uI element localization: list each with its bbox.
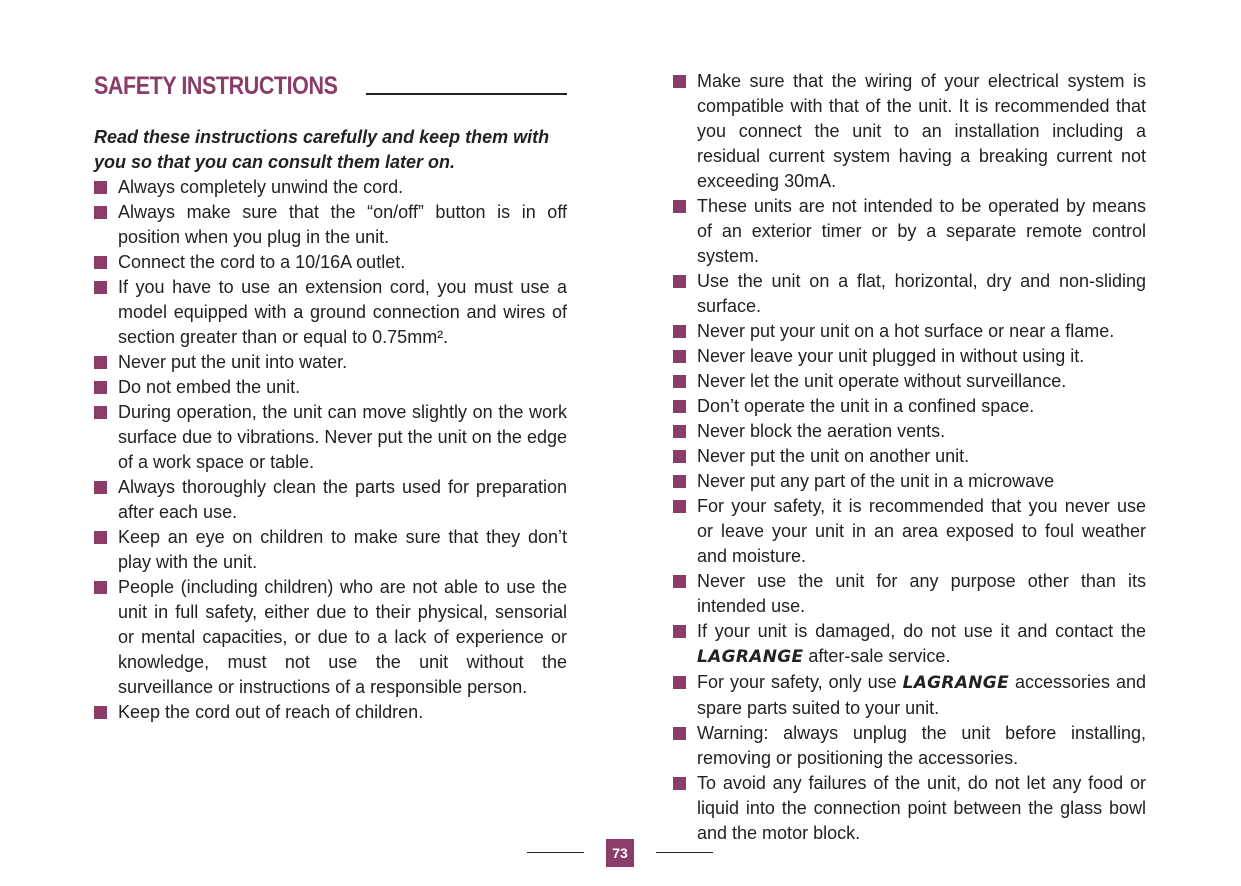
square-bullet-icon (673, 676, 686, 689)
list-item (673, 494, 1146, 569)
list-item (94, 400, 567, 475)
list-item-text: Never put your unit on a hot surface or near a flame. (697, 321, 1115, 341)
list-item (673, 369, 1146, 394)
list-item (673, 394, 1146, 419)
list-item-text: Never block the aeration vents. (697, 421, 946, 441)
list-item-text: Never use the unit for any purpose other than its intended use. (697, 571, 1146, 616)
list-item-text: Never let the unit operate without surveillance. (697, 371, 1067, 391)
accessories-text (697, 670, 1146, 721)
square-bullet-icon (94, 381, 107, 394)
list-item (673, 319, 1146, 344)
footer-rule-right (656, 852, 713, 853)
list-item (94, 525, 567, 575)
list-item (673, 721, 1146, 771)
list-item (673, 269, 1146, 319)
brand-name: LAGRANGE (902, 673, 1009, 693)
list-item-text: Do not embed the unit. (118, 377, 301, 397)
square-bullet-icon (94, 281, 107, 294)
square-bullet-icon (673, 350, 686, 363)
square-bullet-icon (94, 706, 107, 719)
list-item (94, 475, 567, 525)
right-column (673, 69, 1146, 846)
list-item (94, 175, 567, 200)
list-item (673, 670, 1146, 721)
square-bullet-icon (94, 181, 107, 194)
list-item (673, 194, 1146, 269)
list-item-text: During operation, the unit can move slightly on the work surface due to vibrations. Never put the unit on the edge of a work space or table. (118, 402, 567, 472)
page-number: 73 (606, 839, 634, 867)
square-bullet-icon (673, 275, 686, 288)
list-item (94, 250, 567, 275)
list-item-text: People (including children) who are not able to use the unit in full safety, either due to their physical, sensorial or mental capacities, or due to a lack of experience or knowledge, must not use the unit without the surveillance or instructions of a responsible person. (118, 577, 567, 697)
list-item-text: Always completely unwind the cord. (118, 177, 404, 197)
square-bullet-icon (673, 375, 686, 388)
list-item (94, 575, 567, 700)
intro-text: Read these instructions carefully and keep them with you so that you can consult them later on. (94, 127, 550, 172)
list-item (673, 419, 1146, 444)
list-item (94, 375, 567, 400)
list-item-text: Never put the unit on another unit. (697, 446, 970, 466)
square-bullet-icon (673, 575, 686, 588)
square-bullet-icon (673, 400, 686, 413)
square-bullet-icon (673, 727, 686, 740)
damaged-unit-text (697, 619, 1146, 670)
list-item (94, 275, 567, 350)
square-bullet-icon (673, 777, 686, 790)
square-bullet-icon (94, 406, 107, 419)
list-item-text: Never put any part of the unit in a microwave (697, 471, 1055, 491)
list-item-text: If you have to use an extension cord, you must use a model equipped with a ground connection and wires of section greater than or equal to 0.75mm². (118, 277, 567, 347)
square-bullet-icon (94, 531, 107, 544)
list-item-text: Warning: always unplug the unit before installing, removing or positioning the accessories. (697, 723, 1146, 768)
list-item-text: Never leave your unit plugged in without using it. (697, 346, 1085, 366)
list-item (673, 569, 1146, 619)
list-item (94, 350, 567, 375)
list-item (673, 69, 1146, 194)
square-bullet-icon (94, 206, 107, 219)
list-item (673, 771, 1146, 846)
list-item-text: To avoid any failures of the unit, do not let any food or liquid into the connection point between the glass bowl and the motor block. (697, 773, 1146, 843)
square-bullet-icon (94, 356, 107, 369)
list-item-text: Always thoroughly clean the parts used for preparation after each use. (118, 477, 567, 522)
square-bullet-icon (673, 475, 686, 488)
list-item (673, 444, 1146, 469)
square-bullet-icon (673, 450, 686, 463)
square-bullet-icon (673, 500, 686, 513)
list-item-text: Never put the unit into water. (118, 352, 348, 372)
list-item-text: Connect the cord to a 10/16A outlet. (118, 252, 406, 272)
list-item-text: For your safety, it is recommended that you never use or leave your unit in an area exposed to foul weather and moisture. (697, 496, 1146, 566)
list-item-text: These units are not intended to be operated by means of an exterior timer or by a separate remote control system. (697, 196, 1146, 266)
square-bullet-icon (673, 325, 686, 338)
title-underline (366, 93, 567, 95)
left-column (94, 125, 567, 725)
list-item-text: Make sure that the wiring of your electrical system is compatible with that of the unit. It is recommended that you connect the unit to an installation including a residual current system having a breaking current not exceeding 30mA. (697, 71, 1146, 191)
square-bullet-icon (673, 75, 686, 88)
brand-name: LAGRANGE (697, 647, 804, 667)
square-bullet-icon (673, 425, 686, 438)
list-item (673, 619, 1146, 670)
list-item-text: Keep an eye on children to make sure that they don’t play with the unit. (118, 527, 567, 572)
damaged-text-end: after-sale service. (803, 646, 951, 666)
square-bullet-icon (673, 200, 686, 213)
left-instruction-list (94, 175, 567, 725)
square-bullet-icon (94, 581, 107, 594)
list-item (673, 469, 1146, 494)
square-bullet-icon (94, 256, 107, 269)
page-title: SAFETY INSTRUCTIONS (94, 72, 338, 100)
accessories-text-end: accessories and spare parts suited to your unit. (697, 672, 1146, 718)
square-bullet-icon (94, 481, 107, 494)
accessories-text-start: For your safety, only use (697, 672, 903, 692)
list-item (94, 200, 567, 250)
list-item-text: Don’t operate the unit in a confined space. (697, 396, 1035, 416)
list-item (94, 700, 567, 725)
list-item-text: Always make sure that the “on/off” button is in off position when you plug in the unit. (118, 202, 567, 247)
footer-rule-left (527, 852, 584, 853)
right-instruction-list (673, 69, 1146, 846)
list-item (673, 344, 1146, 369)
list-item-text: Use the unit on a flat, horizontal, dry and non-sliding surface. (697, 271, 1146, 316)
damaged-text-start: If your unit is damaged, do not use it and contact the (697, 621, 1146, 641)
square-bullet-icon (673, 625, 686, 638)
list-item-text: Keep the cord out of reach of children. (118, 702, 424, 722)
